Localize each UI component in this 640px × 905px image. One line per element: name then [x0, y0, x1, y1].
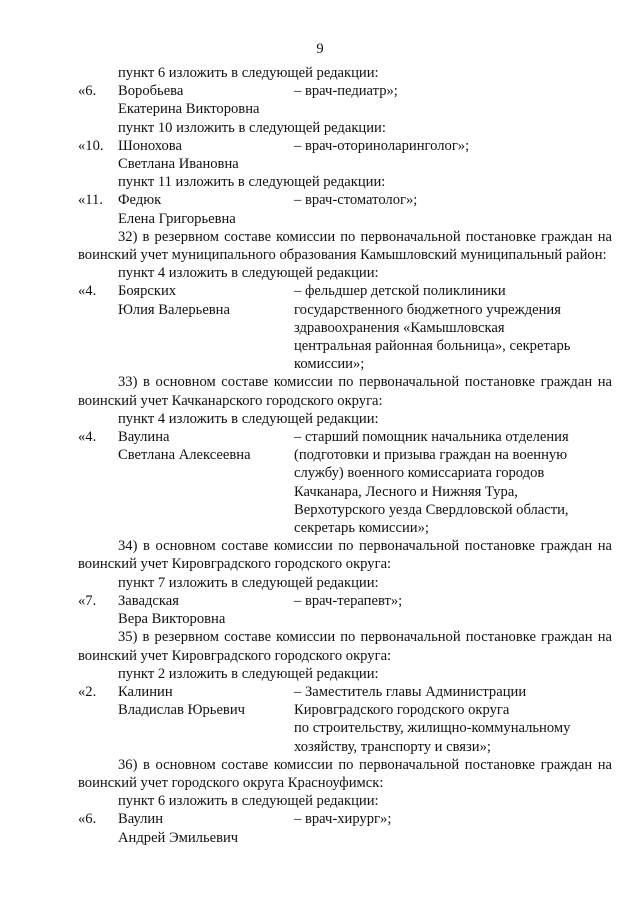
amendment-clause: пункт 6 изложить в следующей редакции:: [118, 793, 379, 810]
entry-row: [78, 501, 612, 519]
entry-left: [78, 592, 294, 610]
entry-left: [78, 519, 294, 537]
entry-left: [78, 319, 294, 337]
member-role-line: – старший помощник начальника отделения: [294, 429, 569, 446]
entry-row: [78, 810, 612, 828]
entry-left: [78, 501, 294, 519]
member-entry: [78, 428, 612, 537]
member-role-line: комиссии»;: [294, 356, 365, 373]
member-role-line: – врач-педиатр»;: [294, 83, 398, 100]
member-name-line: Светлана Ивановна: [118, 156, 239, 173]
section-paragraph: 34) в основном составе комиссии по первоначальной постановке граждан на воинский учет Кировградского городского округа:: [78, 538, 612, 573]
entry-row: [78, 301, 612, 319]
member-role-line: центральная районная больница», секретарь: [294, 338, 571, 355]
entry-left: [78, 282, 294, 300]
entry-left: [78, 210, 294, 228]
amendment-clause: пункт 6 изложить в следующей редакции:: [118, 65, 379, 81]
member-entry: [78, 592, 612, 628]
entry-row: [78, 428, 612, 446]
entry-number: «6.: [78, 83, 97, 100]
entry-left: [78, 610, 294, 628]
member-role-line: службу) военного комиссариата городов: [294, 465, 545, 482]
entry-row: [78, 191, 612, 209]
member-role-line: [294, 829, 612, 847]
entry-row: [78, 701, 612, 719]
section-paragraph: 36) в основном составе комиссии по первоначальной постановке граждан на воинский учет городского округа Красноуфимск:: [78, 756, 612, 791]
member-name-line: Федюк: [118, 192, 162, 209]
entry-row: [78, 592, 612, 610]
entry-left: [78, 155, 294, 173]
member-role-line: секретарь комиссии»;: [294, 520, 429, 537]
member-role-line: Кировградского городского округа: [294, 702, 510, 719]
member-name-line: Шонохова: [118, 137, 182, 154]
entry-number: «4.: [78, 429, 97, 446]
entry-row: [78, 446, 612, 464]
member-entry: [78, 191, 612, 227]
amendment-clause: пункт 4 изложить в следующей редакции:: [118, 410, 379, 427]
entry-row: [78, 282, 612, 300]
entry-row: [78, 100, 612, 118]
member-name-line: Екатерина Викторовна: [118, 101, 260, 118]
entry-left: [78, 483, 294, 501]
member-role-line: – врач-терапевт»;: [294, 592, 403, 609]
member-role-line: государственного бюджетного учреждения: [294, 301, 561, 318]
member-name-line: Ваулина: [118, 429, 170, 446]
entry-number: «11.: [78, 192, 103, 209]
entry-number: «6.: [78, 811, 97, 828]
entry-row: [78, 829, 612, 847]
entry-left: [78, 738, 294, 756]
member-name-line: Калинин: [118, 683, 173, 700]
member-role-line: – фельдшер детской поликлиники: [294, 283, 506, 300]
member-role-line: [294, 610, 612, 628]
amendment-clause: пункт 11 изложить в следующей редакции:: [118, 174, 386, 191]
entry-row: [78, 519, 612, 537]
entry-left: [78, 355, 294, 373]
member-name-line: Андрей Эмильевич: [118, 829, 239, 846]
member-name-line: Елена Григорьевна: [118, 210, 236, 227]
entry-row: [78, 683, 612, 701]
member-name-line: Владислав Юрьевич: [118, 702, 245, 719]
member-role-line: – Заместитель главы Администрации: [294, 683, 527, 700]
entry-left: [78, 719, 294, 737]
entry-left: [78, 701, 294, 719]
entry-left: [78, 82, 294, 100]
page-number: 9: [316, 41, 324, 57]
entry-left: [78, 100, 294, 118]
member-role-line: по строительству, жилищно-коммунальному: [294, 720, 571, 737]
entry-row: [78, 610, 612, 628]
entry-row: [78, 210, 612, 228]
entry-left: [78, 137, 294, 155]
entry-left: [78, 829, 294, 847]
entry-row: [78, 738, 612, 756]
member-role-line: [294, 155, 612, 173]
entry-row: [78, 483, 612, 501]
member-entry: [78, 683, 612, 756]
member-name-line: Юлия Валерьевна: [118, 301, 230, 318]
entry-number: «4.: [78, 283, 97, 300]
member-name-line: Завадская: [118, 592, 179, 609]
amendment-clause: пункт 2 изложить в следующей редакции:: [118, 665, 379, 682]
entry-row: [78, 464, 612, 482]
entry-left: [78, 446, 294, 464]
entry-left: [78, 301, 294, 319]
member-entry: [78, 137, 612, 173]
entry-left: [78, 810, 294, 828]
entry-left: [78, 464, 294, 482]
member-entry: [78, 282, 612, 373]
member-role-line: – врач-стоматолог»;: [294, 192, 418, 209]
entry-number: «2.: [78, 683, 97, 700]
section-paragraph: 33) в основном составе комиссии по первоначальной постановке граждан на воинский учет Качканарского городского округа:: [78, 374, 612, 409]
section-paragraph: 35) в резервном составе комиссии по первоначальной постановке граждан на воинский учет Кировградского городского округа:: [78, 629, 612, 664]
entry-number: «7.: [78, 592, 97, 609]
member-role-line: Верхотурского уезда Свердловской области,: [294, 501, 569, 518]
member-role-line: – врач-хирург»;: [294, 811, 392, 828]
entry-row: [78, 319, 612, 337]
member-role-line: (подготовки и призыва граждан на военную: [294, 447, 568, 464]
amendment-clause: пункт 7 изложить в следующей редакции:: [118, 574, 379, 591]
entry-row: [78, 337, 612, 355]
member-role-line: здравоохранения «Камышловская: [294, 319, 505, 336]
amendment-clause: пункт 4 изложить в следующей редакции:: [118, 265, 379, 282]
member-role-line: хозяйству, транспорту и связи»;: [294, 738, 491, 755]
member-name-line: Вера Викторовна: [118, 611, 226, 628]
entry-left: [78, 337, 294, 355]
member-name-line: Боярских: [118, 283, 177, 300]
entry-left: [78, 428, 294, 446]
member-role-line: Качканара, Лесного и Нижняя Тура,: [294, 483, 518, 500]
amendment-clause: пункт 10 изложить в следующей редакции:: [118, 119, 386, 136]
entry-row: [78, 355, 612, 373]
entry-row: [78, 155, 612, 173]
member-name-line: Ваулин: [118, 811, 164, 828]
entry-row: [78, 137, 612, 155]
entry-left: [78, 683, 294, 701]
entry-left: [78, 191, 294, 209]
member-entry: [78, 810, 612, 846]
member-entry: [78, 82, 612, 118]
member-name-line: Светлана Алексеевна: [118, 447, 251, 464]
member-role-line: – врач-оториноларинголог»;: [294, 137, 470, 154]
entry-row: [78, 719, 612, 737]
member-role-line: [294, 100, 612, 118]
member-role-line: [294, 210, 612, 228]
document-body: [78, 64, 612, 847]
entry-number: «10.: [78, 137, 104, 154]
entry-row: [78, 82, 612, 100]
member-name-line: Воробьева: [118, 83, 184, 100]
section-paragraph: 32) в резервном составе комиссии по первоначальной постановке граждан на воинский учет муниципального образования Камышловский муниципальный район:: [78, 228, 612, 264]
